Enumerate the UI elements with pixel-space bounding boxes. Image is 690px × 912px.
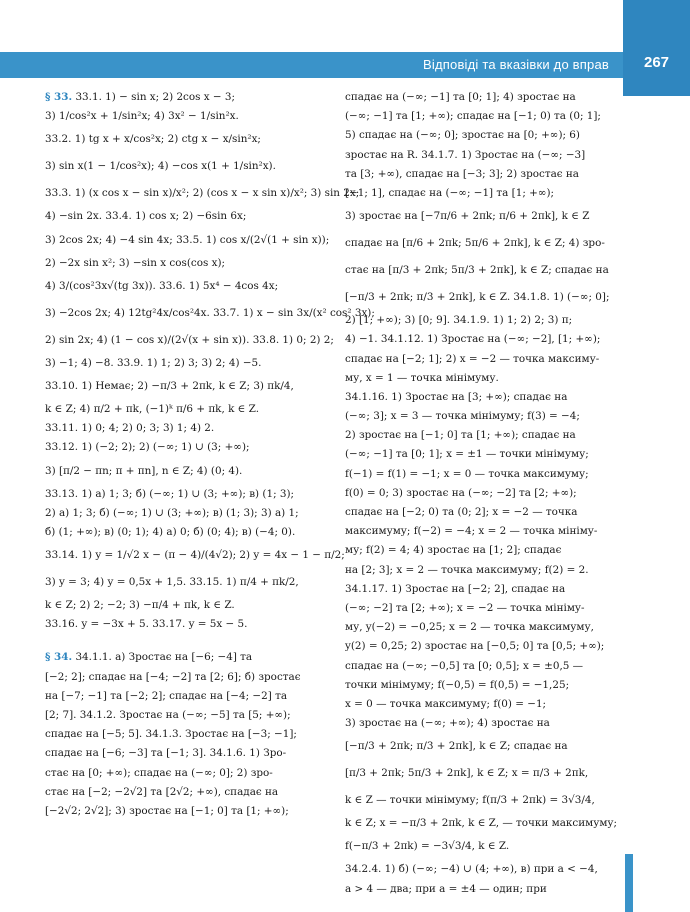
answer-text: 3) зростає на (−∞; +∞); 4) зростає на	[345, 717, 550, 730]
answer-line	[345, 165, 613, 184]
answer-line	[345, 257, 613, 284]
answer-line	[45, 648, 310, 667]
answer-text: k ∈ Z; x = −π/3 + 2πk, k ∈ Z, — точки максимуму;	[345, 817, 618, 830]
answer-text: 3) −2cos 2x; 4) 12tg²4x/cos²4x. 33.7. 1) x − sin 3x/(x² cos² 3x);	[45, 306, 375, 319]
answer-text: 3) 2cos 2x; 4) −4 sin 4x; 33.5. 1) cos x/(2√(1 + sin x));	[45, 233, 330, 246]
answer-line	[345, 184, 613, 203]
answer-line	[345, 107, 613, 126]
answer-text: та [3; +∞), спадає на [−3; 3]; 2) зростає на	[345, 167, 580, 180]
answer-text: точки мінімуму; f(−0,5) = f(0,5) = −1,25;	[345, 678, 570, 691]
answer-line	[345, 146, 613, 165]
answer-line	[45, 615, 310, 634]
answer-text: 4) 3/(cos²3x√(tg 3x)). 33.6. 1) 5x⁴ − 4cos 4x;	[45, 279, 279, 292]
answer-text: 3) −1; 4) −8. 33.9. 1) 1; 2) 3; 3) 2; 4) −5.	[45, 356, 262, 369]
edge-marker	[625, 854, 633, 912]
answer-text: 3) 1/cos²x + 1/sin²x; 4) 3x² − 1/sin²x.	[45, 110, 239, 123]
answer-text: [−2√2; 2√2]; 3) зростає на [−1; 0] та [1; +∞);	[45, 804, 289, 817]
answer-line	[45, 126, 310, 153]
answer-line	[45, 485, 310, 504]
answer-line	[45, 327, 334, 354]
page-tab	[623, 0, 690, 96]
answer-line	[345, 714, 613, 733]
answer-text: 2) [1; +∞); 3) [0; 9]. 34.1.9. 1) 1; 2) 2; 3) π;	[345, 314, 573, 327]
answer-text: 2) sin 2x; 4) (1 − cos x)/(2√(x + sin x)). 33.8. 1) 0; 2) 2;	[45, 333, 334, 346]
answer-text: 3) sin x(1 − 1/cos²x); 4) −cos x(1 + 1/sin²x).	[45, 160, 276, 173]
answer-text: (−∞; −1] та [1; +∞); спадає на [−1; 0) та (0; 1];	[345, 110, 601, 123]
answer-line	[45, 687, 310, 706]
answer-line	[345, 230, 613, 257]
answer-text: [2; 7]. 34.1.2. Зростає на (−∞; −5] та [5; +∞);	[45, 709, 291, 721]
answer-line	[345, 833, 613, 860]
answer-text: 33.1. 1) − sin x; 2) 2cos x − 3;	[72, 91, 236, 103]
answer-text: спадає на (−∞; −0,5] та [0; 0,5]; x = ±0,5 —	[345, 659, 584, 672]
answer-line	[45, 400, 310, 419]
answer-text: на [2; 3]; x = 2 — точка максимуму; f(2) = 2.	[345, 563, 589, 576]
answer-text: спадає на [−6; −3] та [−1; 3]. 34.1.6. 1) Зро-	[45, 747, 287, 760]
answer-line	[345, 814, 618, 833]
answer-text: [−π/3 + 2πk; π/3 + 2πk], k ∈ Z. 34.1.8. 1) (−∞; 0];	[345, 291, 610, 304]
answer-text: f(0) = 0; 3) зростає на (−∞; −2] та [2; +∞);	[345, 486, 577, 499]
answer-text: f(−π/3 + 2πk) = −3√3/4, k ∈ Z.	[345, 840, 510, 853]
answer-text: на [−7; −1] та [−2; 2]; спадає на [−4; −2] та	[45, 689, 288, 702]
answer-line	[45, 273, 310, 300]
answer-text: спадає на [−2; 0) та (0; 2]; x = −2 — точка	[345, 506, 578, 518]
answer-text: (−∞; −1] та [0; 1]; x = ±1 — точки мінімуму;	[345, 448, 589, 461]
answer-text: стає на [−2; −2√2] та [2√2; +∞), спадає на	[45, 785, 279, 798]
answer-text: k ∈ Z; 4) π/2 + πk, (−1)ᵏ π/6 + πk, k ∈ Z.	[45, 402, 260, 415]
answer-line	[45, 569, 310, 596]
answer-text: 4) −1. 34.1.12. 1) Зростає на (−∞; −2], [1; +∞);	[345, 333, 601, 346]
answer-line	[45, 373, 310, 400]
answer-line	[345, 580, 613, 599]
answer-line	[45, 107, 310, 126]
answer-line	[345, 203, 613, 230]
answer-line	[345, 599, 613, 618]
answer-text: 3) [π/2 − πn; π + πn], n ∈ Z; 4) (0; 4).	[45, 464, 243, 477]
answer-text: 2) а) 1; 3; б) (−∞; 1) ∪ (3; +∞); в) (1; 3); 3) а) 1;	[45, 506, 299, 519]
answer-line	[345, 733, 613, 760]
answer-line	[45, 153, 310, 180]
answer-line	[45, 668, 310, 687]
answer-text: спадає на [π/6 + 2πk; 5π/6 + 2πk], k ∈ Z; 4) зро-	[345, 237, 605, 250]
answer-line	[45, 706, 310, 725]
answer-line	[345, 503, 613, 522]
answer-line	[45, 88, 310, 107]
answer-line	[45, 207, 310, 226]
answer-text: 33.12. 1) (−2; 2); 2) (−∞; 1) ∪ (3; +∞);	[45, 441, 250, 454]
answer-text: 33.3. 1) (x cos x − sin x)/x²; 2) (cos x − x sin x)/x²; 3) sin 2x;	[45, 187, 360, 200]
answer-text: 2) зростає на [−1; 0] та [1; +∞); спадає на	[345, 429, 576, 442]
answer-line	[345, 618, 613, 637]
answer-line	[345, 88, 613, 107]
answer-text: k ∈ Z — точки мінімуму; f(π/3 + 2πk) = 3√3/4,	[345, 794, 595, 807]
answer-line	[345, 561, 613, 580]
answer-text: a > 4 — два; при a = ±4 — один; при	[345, 882, 547, 895]
left-column	[45, 88, 375, 821]
answer-text: 33.16. y = −3x + 5. 33.17. y = 5x − 5.	[45, 618, 248, 631]
answer-text: 33.14. 1) y = 1/√2 x − (π − 4)/(4√2); 2) y = 4x − 1 − π/2;	[45, 549, 345, 562]
answer-text: (−∞; 3]; x = 3 — точка мінімуму; f(3) = −4;	[345, 410, 580, 423]
answer-line	[45, 764, 310, 783]
running-header	[0, 52, 623, 78]
answer-text: спадає на [−2; 1]; 2) x = −2 — точка максиму-	[345, 352, 600, 365]
answer-line	[45, 180, 360, 207]
answer-text: 33.11. 1) 0; 4; 2) 0; 3; 3) 1; 4) 2.	[45, 422, 215, 435]
answer-line	[345, 311, 613, 330]
answer-line	[345, 126, 613, 145]
answer-line	[345, 484, 613, 503]
answer-line	[345, 369, 613, 388]
answer-line	[345, 676, 613, 695]
answer-text: стає на [0; +∞); спадає на (−∞; 0]; 2) зро-	[45, 766, 273, 779]
answer-text: [−1; 1], спадає на (−∞; −1] та [1; +∞);	[345, 186, 555, 199]
answer-line	[45, 254, 310, 273]
answer-line	[45, 725, 310, 744]
answer-line	[345, 880, 613, 899]
answer-text: 33.10. 1) Немає; 2) −π/3 + 2πk, k ∈ Z; 3) πk/4,	[45, 379, 294, 392]
answer-text: 34.1.16. 1) Зростає на [3; +∞); спадає на	[345, 390, 568, 403]
answer-line	[45, 438, 310, 457]
answer-text: 33.13. 1) а) 1; 3; б) (−∞; 1) ∪ (3; +∞); в) (1; 3);	[45, 487, 295, 500]
answer-text: y(2) = 0,25; 2) зростає на [−0,5; 0] та [0,5; +∞);	[345, 640, 605, 653]
answer-line	[345, 657, 613, 676]
page-number: 267	[643, 54, 670, 71]
answer-text: 34.2.4. 1) б) (−∞; −4) ∪ (4; +∞), в) при a < −4,	[345, 863, 598, 876]
answer-text: 4) −sin 2x. 33.4. 1) cos x; 2) −6sin 6x;	[45, 210, 247, 223]
answer-line	[345, 760, 613, 787]
answer-line	[345, 388, 613, 407]
answer-line	[345, 695, 613, 714]
answer-line	[345, 637, 613, 656]
answer-line	[45, 783, 310, 802]
answer-line	[45, 227, 330, 254]
answer-line	[345, 284, 613, 311]
answer-text: стає на [π/3 + 2πk; 5π/3 + 2πk], k ∈ Z; спадає на	[345, 264, 609, 277]
answer-text: спадає на [−5; 5]. 34.1.3. Зростає на [−3; −1];	[45, 728, 297, 741]
answer-text: 33.2. 1) tg x + x/cos²x; 2) ctg x − x/sin²x;	[45, 133, 261, 146]
answer-line	[45, 802, 310, 821]
answer-text: му, x = 1 — точка мінімуму.	[345, 371, 499, 384]
answer-text: 34.1.1. а) Зростає на [−6; −4] та	[72, 651, 253, 664]
answer-text: [−π/3 + 2πk; π/3 + 2πk], k ∈ Z; спадає на	[345, 740, 568, 753]
answer-text: зростає на R. 34.1.7. 1) Зростає на (−∞; −3]	[345, 148, 586, 161]
answer-text: k ∈ Z; 2) 2; −2; 3) −π/4 + πk, k ∈ Z.	[45, 599, 235, 612]
answer-line	[45, 419, 310, 438]
answer-text: (−∞; −2] та [2; +∞); x = −2 — точка мініму-	[345, 601, 585, 614]
answer-text: 2) −2x sin x²; 3) −sin x cos(cos x);	[45, 256, 225, 269]
answer-line	[45, 458, 310, 485]
answer-line	[45, 744, 310, 763]
section-gap	[45, 634, 310, 648]
answer-line	[45, 354, 310, 373]
answer-text: 34.1.17. 1) Зростає на [−2; 2], спадає на	[345, 582, 566, 595]
answer-line	[45, 504, 310, 523]
answer-text: x = 0 — точка максимуму; f(0) = −1;	[345, 697, 547, 710]
answer-line	[345, 445, 613, 464]
answer-line	[345, 350, 613, 369]
answer-line	[45, 596, 310, 615]
answer-text: 3) y = 3; 4) y = 0,5x + 1,5. 33.15. 1) π/4 + πk/2,	[45, 576, 299, 589]
answer-line	[345, 541, 613, 560]
answer-line	[345, 330, 613, 349]
answer-line	[345, 465, 613, 484]
answer-text: б) (1; +∞); в) (0; 1); 4) а) 0; б) (0; 4); в) (−4; 0).	[45, 525, 296, 538]
header-title: Відповіді та вказівки до вправ	[423, 57, 609, 72]
right-column	[345, 88, 618, 899]
answer-line	[345, 522, 613, 541]
answer-text: му, y(−2) = −0,25; x = 2 — точка максимуму,	[345, 621, 594, 634]
section-label: § 33.	[45, 91, 73, 103]
answer-line	[45, 300, 375, 327]
answer-text: максимуму; f(−2) = −4; x = 2 — точка мініму-	[345, 525, 598, 538]
answer-text: 3) зростає на [−7π/6 + 2πk; π/6 + 2πk], k ∈ Z	[345, 210, 590, 223]
answer-line	[45, 523, 310, 542]
answer-line	[345, 426, 613, 445]
answer-text: f(−1) = f(1) = −1; x = 0 — точка максимуму;	[345, 467, 589, 480]
answer-line	[345, 860, 613, 879]
section-label: § 34.	[45, 651, 73, 664]
answer-text: [−2; 2]; спадає на [−4; −2] та [2; 6]; б) зростає	[45, 670, 301, 683]
answer-text: му; f(2) = 4; 4) зростає на [1; 2]; спадає	[345, 544, 562, 557]
answer-line	[345, 787, 613, 814]
answer-line	[45, 542, 345, 569]
answer-line	[345, 407, 613, 426]
answer-text: спадає на (−∞; −1] та [0; 1]; 4) зростає на	[345, 91, 576, 103]
answer-text: 5) спадає на (−∞; 0]; зростає на [0; +∞); 6)	[345, 129, 580, 142]
answer-text: [π/3 + 2πk; 5π/3 + 2πk], k ∈ Z; x = π/3 + 2πk,	[345, 767, 589, 780]
